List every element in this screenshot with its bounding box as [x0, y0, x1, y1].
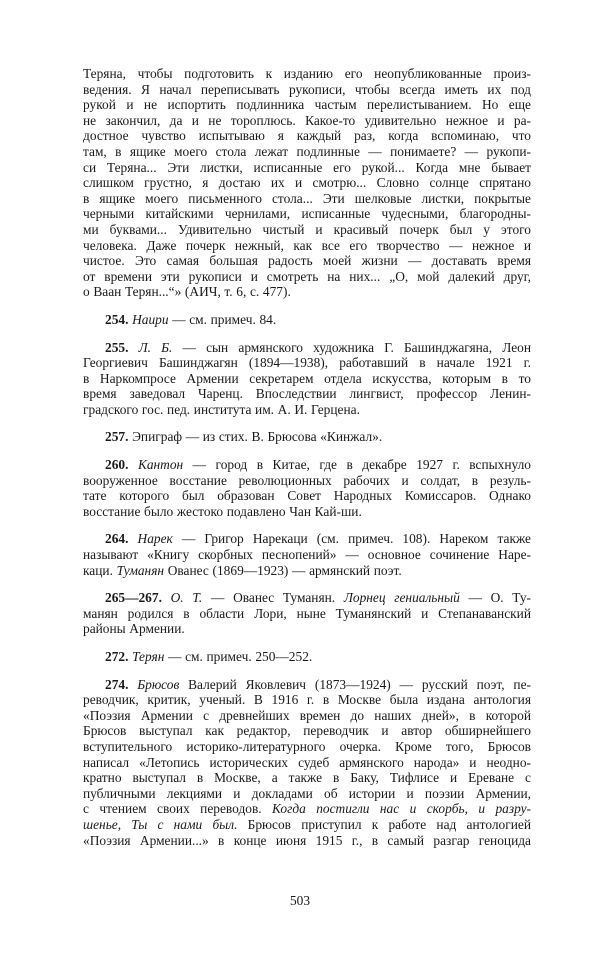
note-number: 264. — [105, 531, 138, 547]
text-run: Теряна, чтобы подготовить к изданию его неопубликованные произ- — [83, 66, 531, 81]
text-run: Эпиграф — из стих. В. Брюсова «Кинжал». — [132, 429, 383, 445]
text-run: вооруженное восстание революционных рабочих и солдат, в резуль- — [83, 472, 531, 488]
text-run: «Поэзия Армении...» в конце июня 1915 г., в самый разгар геноцида — [83, 832, 531, 848]
note-paragraph — [83, 677, 531, 849]
text-run: каци. — [83, 562, 117, 578]
note-paragraph — [83, 429, 531, 445]
italic-term: Терян — [132, 649, 165, 664]
note-paragraph — [83, 66, 531, 300]
text-line — [83, 606, 531, 622]
text-run: — см. примеч. 250—252. — [164, 649, 313, 664]
note-paragraph — [83, 312, 531, 328]
text-line — [83, 269, 531, 285]
text-line — [83, 429, 531, 445]
note-number: 257. — [105, 429, 133, 445]
text-line — [83, 649, 531, 665]
italic-term: О. Т. — [170, 590, 203, 606]
text-run: человека. Даже почерк нежный, как все его творчество — нежное и — [83, 237, 531, 253]
text-run: манян родился в области Лори, ныне Туманянский и Степанаванский — [83, 605, 531, 621]
text-run: в ящике моего письменного стола... Эти шелковые листки, покрытые — [83, 190, 531, 206]
text-line — [83, 504, 531, 520]
note-paragraph — [83, 457, 531, 519]
italic-term: шенье, Ты с нами был. — [83, 816, 238, 832]
text-run: — сын армянского художника Г. Башинджагяна, Леон — [172, 339, 532, 355]
note-number: 272. — [105, 649, 133, 664]
text-line — [83, 563, 531, 579]
text-line — [83, 160, 531, 176]
italic-term: Кантон — [137, 457, 184, 473]
text-run: написал «Летопись исторических судеб армянского народа» и неодно- — [83, 754, 531, 770]
text-line — [83, 786, 531, 802]
text-run: кратно выступал в Москве, а также в Баку, Тифлисе и Ереване с — [83, 770, 531, 786]
note-paragraph — [83, 531, 531, 578]
text-run: публичными лекциями и докладами об истории и поэзии Армении, — [83, 785, 531, 801]
text-line — [83, 739, 531, 755]
text-run: ведения. Я начал переписывать рукописи, чтобы всегда иметь их под — [83, 81, 531, 97]
note-paragraph — [83, 340, 531, 418]
text-line — [83, 175, 531, 191]
text-line — [83, 191, 531, 207]
text-run: не закончил, да и не тороплюсь. Какое-то удивительно нежное и ра- — [83, 112, 531, 128]
italic-term: Л. Б. — [138, 339, 173, 355]
text-line — [83, 238, 531, 254]
text-run: реводчик, критик, ученый. В 1916 г. в Москве была издана антология — [83, 692, 531, 708]
text-line — [83, 770, 531, 786]
text-line — [83, 113, 531, 129]
text-line — [83, 677, 531, 693]
note-number: 260. — [105, 457, 138, 473]
text-line — [83, 457, 531, 473]
text-run: в Наркомпросе Армении секретарем отдела искусства, которым в то — [83, 370, 531, 386]
text-run: Георгиевич Башинджагян (1894—1938), работавший в начале 1921 г. — [83, 355, 531, 371]
italic-term: Нарек — [137, 531, 173, 547]
text-run: черными китайскими чернилами, исписанные чудесными, благородны- — [83, 206, 531, 222]
text-run: восстание было жестоко подавлено Чан Кай-ши. — [83, 503, 362, 519]
text-run: ми буквами... Удивительно чистый и красивый почерк был у этого — [83, 221, 531, 237]
text-run: Ованес (1869—1923) — армянский поэт. — [164, 562, 402, 578]
text-run: районы Армении. — [83, 621, 185, 637]
note-number: 254. — [105, 311, 133, 327]
text-line — [83, 817, 531, 833]
page-number: 503 — [289, 893, 311, 908]
text-run: слишком грустно, я достаю их и смотрю... Словно солнце спрятано — [83, 175, 531, 191]
italic-term: Брюсов — [137, 676, 180, 692]
text-line — [83, 801, 531, 817]
text-line — [83, 371, 531, 387]
note-paragraph — [83, 649, 531, 665]
text-run: тате которого был образован Совет Народных Комиссаров. Однако — [83, 488, 531, 504]
note-number: 255. — [105, 339, 139, 355]
text-run: — см. примеч. 84. — [168, 311, 277, 327]
italic-term: Туманян — [116, 562, 165, 578]
text-line — [83, 82, 531, 98]
text-line — [83, 355, 531, 371]
text-line — [83, 723, 531, 739]
text-run: там, в ящике моего стола лежат подлинные — понимаете? — рукопи- — [83, 143, 531, 159]
text-run: Брюсов выступал как редактор, переводчик и автор обширнейшего — [83, 723, 531, 739]
text-line — [83, 692, 531, 708]
text-run: градского гос. пед. института им. А. И. Герцена. — [83, 401, 360, 417]
text-run: — Ованес Туманян. — [202, 590, 344, 606]
text-line — [83, 97, 531, 113]
text-run: о Ваан Терян...“» (АИЧ, т. 6, с. 477). — [83, 284, 291, 300]
text-run: вступительного историко-литературного очерка. Кроме того, Брюсов — [83, 738, 531, 754]
text-line — [83, 402, 531, 418]
page-body — [83, 66, 531, 848]
text-run: Валерий Яковлевич (1873—1924) — русский поэт, пе- — [179, 676, 531, 692]
text-run: — О. Ту- — [459, 590, 531, 606]
text-run: — Григор Нарекаци (см. примеч. 108). Нареком также — [172, 531, 531, 547]
text-run: называют «Книгу скорбных песнопений» — основное сочинение Наре- — [83, 547, 531, 563]
text-run: — город в Китае, где в декабре 1927 г. вспыхнуло — [183, 457, 531, 473]
text-run: си Теряна... Эти листки, исписанные его рукой... Когда мне бывает — [83, 159, 531, 175]
text-line — [83, 531, 531, 547]
italic-term: Наири — [132, 311, 169, 327]
text-line — [83, 621, 531, 637]
text-run: чистое. Это самая большая радость моей жизни — доставать время — [83, 253, 531, 269]
text-run: рукой и не испортить подлинника частым перелистыванием. Но еще — [83, 97, 531, 113]
text-run: Брюсов приступил к работе над антологией — [237, 816, 531, 832]
text-run: от времени эти рукописи и смотреть на них... „О, мой далекий друг, — [83, 268, 531, 284]
italic-term: Когда постигли нас и скорбь, и разру- — [272, 801, 531, 817]
text-run: «Поэзия Армении с древнейших времен до наших дней», в которой — [83, 707, 531, 723]
text-line — [83, 253, 531, 269]
note-number: 265—267. — [105, 590, 171, 606]
text-line — [83, 312, 531, 328]
text-run: достное чувство испытываю я каждый раз, когда вспоминаю, что — [83, 128, 531, 144]
text-line — [83, 386, 531, 402]
text-line — [83, 128, 531, 144]
text-line — [83, 590, 531, 606]
text-line — [83, 222, 531, 238]
note-paragraph — [83, 590, 531, 637]
text-line — [83, 488, 531, 504]
text-line — [83, 473, 531, 489]
text-line — [83, 708, 531, 724]
text-line — [83, 547, 531, 563]
text-line — [83, 340, 531, 356]
italic-term: Лорнец гениальный — [343, 590, 460, 606]
note-number: 274. — [105, 676, 138, 692]
text-line — [83, 755, 531, 771]
text-run: время заведовал Чаренц. Впоследствии лингвист, профессор Ленин- — [83, 386, 531, 402]
text-run: с чтением своих переводов. — [83, 801, 273, 817]
text-line — [83, 284, 531, 300]
text-line — [83, 66, 531, 82]
text-line — [83, 833, 531, 849]
text-line — [83, 206, 531, 222]
text-line — [83, 144, 531, 160]
